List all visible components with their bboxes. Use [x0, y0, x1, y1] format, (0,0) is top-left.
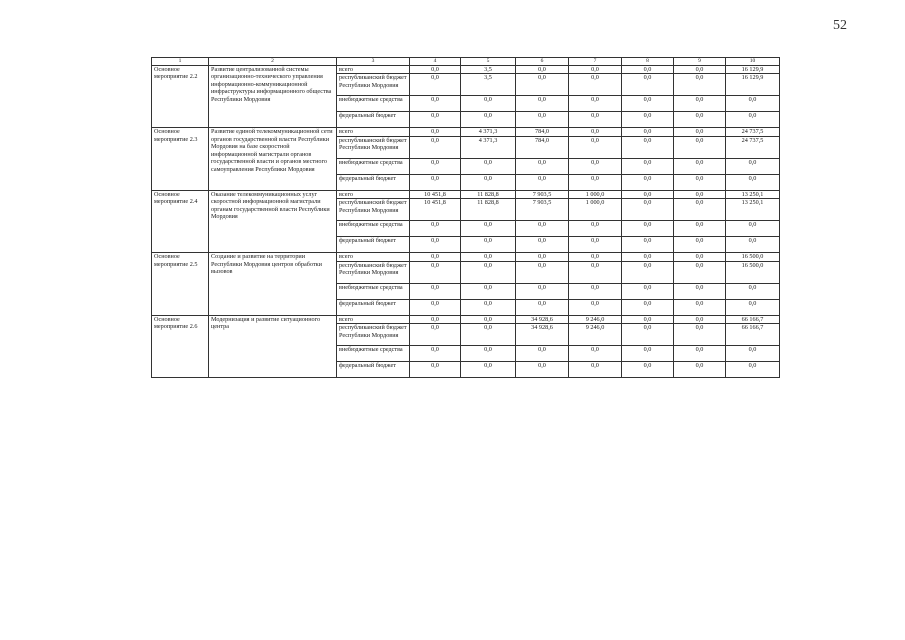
- value-cell: 0,0: [674, 237, 726, 253]
- value-cell: 11 828,8: [461, 199, 516, 221]
- value-cell: 0,0: [674, 221, 726, 237]
- value-cell: 0,0: [516, 299, 569, 315]
- value-cell: 0,0: [674, 158, 726, 174]
- value-cell: 0,0: [622, 299, 674, 315]
- table-body: [152, 66, 780, 378]
- value-cell: 0,0: [674, 136, 726, 158]
- column-header: 8: [622, 58, 674, 66]
- value-cell: 0,0: [516, 96, 569, 112]
- column-header: 7: [569, 58, 622, 66]
- value-cell: 0,0: [410, 96, 461, 112]
- value-cell: 0,0: [569, 261, 622, 283]
- value-cell: 0,0: [674, 315, 726, 323]
- funding-source-cell: внебюджетные средства: [337, 221, 410, 237]
- value-cell: 0,0: [622, 136, 674, 158]
- value-cell: 0,0: [461, 96, 516, 112]
- value-cell: 3,5: [461, 74, 516, 96]
- funding-source-cell: внебюджетные средства: [337, 96, 410, 112]
- value-cell: 0,0: [674, 96, 726, 112]
- value-cell: 0,0: [569, 253, 622, 261]
- value-cell: 0,0: [622, 283, 674, 299]
- activity-name-cell: Оказание телекоммуникационных услуг скоростной информационной магистрали органам государственной власти Республики Мордовия: [209, 190, 337, 252]
- value-cell: 0,0: [622, 128, 674, 136]
- value-cell: 0,0: [674, 253, 726, 261]
- value-cell: 0,0: [622, 346, 674, 362]
- value-cell: 0,0: [674, 74, 726, 96]
- value-cell: 0,0: [622, 66, 674, 74]
- column-header: 2: [209, 58, 337, 66]
- value-cell: 0,0: [461, 261, 516, 283]
- value-cell: 0,0: [461, 283, 516, 299]
- value-cell: 24 737,5: [726, 136, 780, 158]
- funding-source-cell: республиканский бюджет Республики Мордовия: [337, 74, 410, 96]
- value-cell: 0,0: [622, 158, 674, 174]
- value-cell: 0,0: [516, 237, 569, 253]
- value-cell: 0,0: [516, 261, 569, 283]
- value-cell: 0,0: [410, 253, 461, 261]
- value-cell: 0,0: [569, 346, 622, 362]
- value-cell: 0,0: [674, 346, 726, 362]
- value-cell: 0,0: [410, 136, 461, 158]
- table-row: [152, 315, 780, 323]
- value-cell: 0,0: [569, 136, 622, 158]
- activity-cell: Основное мероприятие 2.4: [152, 190, 209, 252]
- value-cell: 0,0: [516, 253, 569, 261]
- value-cell: 0,0: [410, 299, 461, 315]
- funding-source-cell: внебюджетные средства: [337, 346, 410, 362]
- table-row: [152, 128, 780, 136]
- value-cell: 0,0: [410, 362, 461, 378]
- budget-table: [151, 57, 780, 378]
- funding-source-cell: федеральный бюджет: [337, 112, 410, 128]
- funding-source-cell: республиканский бюджет Республики Мордовия: [337, 136, 410, 158]
- column-header: 3: [337, 58, 410, 66]
- value-cell: 0,0: [569, 362, 622, 378]
- value-cell: 0,0: [674, 299, 726, 315]
- funding-source-cell: республиканский бюджет Республики Мордовия: [337, 324, 410, 346]
- value-cell: 0,0: [410, 237, 461, 253]
- value-cell: 0,0: [410, 315, 461, 323]
- funding-source-cell: всего: [337, 190, 410, 198]
- value-cell: 0,0: [674, 362, 726, 378]
- funding-source-cell: федеральный бюджет: [337, 237, 410, 253]
- value-cell: 0,0: [516, 74, 569, 96]
- value-cell: 0,0: [410, 112, 461, 128]
- value-cell: 11 828,8: [461, 190, 516, 198]
- value-cell: 0,0: [674, 112, 726, 128]
- table-row: [152, 66, 780, 74]
- value-cell: 0,0: [622, 315, 674, 323]
- value-cell: 0,0: [410, 174, 461, 190]
- value-cell: 0,0: [461, 324, 516, 346]
- value-cell: 784,0: [516, 128, 569, 136]
- activity-name-cell: Развитие централизованной системы организационно-технического управления информационно-коммуникационной инфраструктуры информационного общества Республики Мордовия: [209, 66, 337, 128]
- value-cell: 0,0: [410, 324, 461, 346]
- value-cell: 0,0: [726, 174, 780, 190]
- value-cell: 3,5: [461, 66, 516, 74]
- value-cell: 0,0: [410, 128, 461, 136]
- value-cell: 0,0: [674, 190, 726, 198]
- value-cell: 4 371,3: [461, 128, 516, 136]
- funding-source-cell: всего: [337, 253, 410, 261]
- value-cell: 24 737,5: [726, 128, 780, 136]
- funding-source-cell: республиканский бюджет Республики Мордовия: [337, 261, 410, 283]
- value-cell: 0,0: [516, 362, 569, 378]
- column-header: 9: [674, 58, 726, 66]
- value-cell: 0,0: [726, 158, 780, 174]
- value-cell: 0,0: [516, 174, 569, 190]
- value-cell: 0,0: [622, 221, 674, 237]
- value-cell: 0,0: [726, 299, 780, 315]
- value-cell: 0,0: [726, 96, 780, 112]
- value-cell: 0,0: [674, 66, 726, 74]
- value-cell: 0,0: [622, 74, 674, 96]
- column-header: 4: [410, 58, 461, 66]
- value-cell: 0,0: [569, 112, 622, 128]
- funding-source-cell: федеральный бюджет: [337, 362, 410, 378]
- value-cell: 0,0: [622, 96, 674, 112]
- value-cell: 0,0: [461, 158, 516, 174]
- value-cell: 0,0: [622, 190, 674, 198]
- value-cell: 0,0: [726, 221, 780, 237]
- column-header: 5: [461, 58, 516, 66]
- value-cell: 0,0: [622, 324, 674, 346]
- activity-cell: Основное мероприятие 2.3: [152, 128, 209, 190]
- value-cell: 0,0: [622, 253, 674, 261]
- value-cell: 0,0: [516, 112, 569, 128]
- funding-source-cell: внебюджетные средства: [337, 158, 410, 174]
- value-cell: 0,0: [461, 346, 516, 362]
- value-cell: 0,0: [569, 66, 622, 74]
- value-cell: 66 166,7: [726, 315, 780, 323]
- header-row: [152, 58, 780, 66]
- value-cell: 0,0: [674, 174, 726, 190]
- funding-source-cell: федеральный бюджет: [337, 174, 410, 190]
- value-cell: 0,0: [622, 237, 674, 253]
- funding-source-cell: всего: [337, 315, 410, 323]
- value-cell: 0,0: [622, 199, 674, 221]
- value-cell: 0,0: [410, 221, 461, 237]
- value-cell: 0,0: [569, 74, 622, 96]
- column-header: 1: [152, 58, 209, 66]
- value-cell: 0,0: [622, 174, 674, 190]
- value-cell: 0,0: [569, 174, 622, 190]
- value-cell: 0,0: [461, 362, 516, 378]
- page-number: 52: [833, 18, 847, 33]
- value-cell: 0,0: [410, 66, 461, 74]
- value-cell: 0,0: [622, 261, 674, 283]
- value-cell: 0,0: [674, 324, 726, 346]
- activity-cell: Основное мероприятие 2.2: [152, 66, 209, 128]
- value-cell: 0,0: [569, 299, 622, 315]
- value-cell: 0,0: [726, 112, 780, 128]
- value-cell: 9 246,0: [569, 324, 622, 346]
- funding-source-cell: республиканский бюджет Республики Мордовия: [337, 199, 410, 221]
- value-cell: 0,0: [569, 158, 622, 174]
- value-cell: 13 250,1: [726, 199, 780, 221]
- value-cell: 0,0: [622, 362, 674, 378]
- value-cell: 10 451,8: [410, 190, 461, 198]
- activity-name-cell: Развитие единой телекоммуникационной сети органов государственной власти Республики Мордовия на базе скоростной информационной магистрали органов государственной власти и органов местного самоуправления Республики Мордовия: [209, 128, 337, 190]
- value-cell: 0,0: [461, 299, 516, 315]
- value-cell: 0,0: [674, 128, 726, 136]
- funding-source-cell: всего: [337, 128, 410, 136]
- value-cell: 0,0: [726, 237, 780, 253]
- value-cell: 0,0: [674, 283, 726, 299]
- column-header: 10: [726, 58, 780, 66]
- activity-cell: Основное мероприятие 2.5: [152, 253, 209, 315]
- value-cell: 0,0: [461, 174, 516, 190]
- funding-source-cell: всего: [337, 66, 410, 74]
- value-cell: 0,0: [461, 315, 516, 323]
- value-cell: 0,0: [622, 112, 674, 128]
- value-cell: 16 500,0: [726, 253, 780, 261]
- value-cell: 0,0: [461, 221, 516, 237]
- column-header: 6: [516, 58, 569, 66]
- activity-cell: Основное мероприятие 2.6: [152, 315, 209, 377]
- value-cell: 0,0: [410, 283, 461, 299]
- value-cell: 0,0: [569, 96, 622, 112]
- value-cell: 66 166,7: [726, 324, 780, 346]
- value-cell: 13 250,1: [726, 190, 780, 198]
- value-cell: 0,0: [674, 199, 726, 221]
- value-cell: 0,0: [516, 283, 569, 299]
- value-cell: 0,0: [461, 237, 516, 253]
- value-cell: 34 928,6: [516, 324, 569, 346]
- value-cell: 16 129,9: [726, 66, 780, 74]
- table-row: [152, 190, 780, 198]
- funding-source-cell: внебюджетные средства: [337, 283, 410, 299]
- value-cell: 0,0: [726, 362, 780, 378]
- value-cell: 0,0: [461, 253, 516, 261]
- value-cell: 4 371,3: [461, 136, 516, 158]
- value-cell: 0,0: [516, 221, 569, 237]
- value-cell: 0,0: [410, 74, 461, 96]
- value-cell: 0,0: [410, 261, 461, 283]
- activity-name-cell: Модернизация и развитие ситуационного центра: [209, 315, 337, 377]
- value-cell: 0,0: [569, 237, 622, 253]
- value-cell: 0,0: [410, 346, 461, 362]
- value-cell: 34 928,6: [516, 315, 569, 323]
- value-cell: 16 129,9: [726, 74, 780, 96]
- value-cell: 1 000,0: [569, 190, 622, 198]
- activity-name-cell: Создание и развитие на территории Республики Мордовия центров обработки вызовов: [209, 253, 337, 315]
- table-row: [152, 253, 780, 261]
- value-cell: 7 903,5: [516, 190, 569, 198]
- value-cell: 784,0: [516, 136, 569, 158]
- value-cell: 0,0: [516, 346, 569, 362]
- value-cell: 0,0: [674, 261, 726, 283]
- value-cell: 0,0: [726, 283, 780, 299]
- value-cell: 0,0: [410, 158, 461, 174]
- value-cell: 16 500,0: [726, 261, 780, 283]
- value-cell: 7 903,5: [516, 199, 569, 221]
- funding-source-cell: федеральный бюджет: [337, 299, 410, 315]
- value-cell: 10 451,8: [410, 199, 461, 221]
- value-cell: 0,0: [569, 221, 622, 237]
- value-cell: 9 246,0: [569, 315, 622, 323]
- value-cell: 0,0: [726, 346, 780, 362]
- value-cell: 0,0: [569, 128, 622, 136]
- value-cell: 0,0: [461, 112, 516, 128]
- value-cell: 1 000,0: [569, 199, 622, 221]
- value-cell: 0,0: [516, 66, 569, 74]
- value-cell: 0,0: [569, 283, 622, 299]
- value-cell: 0,0: [516, 158, 569, 174]
